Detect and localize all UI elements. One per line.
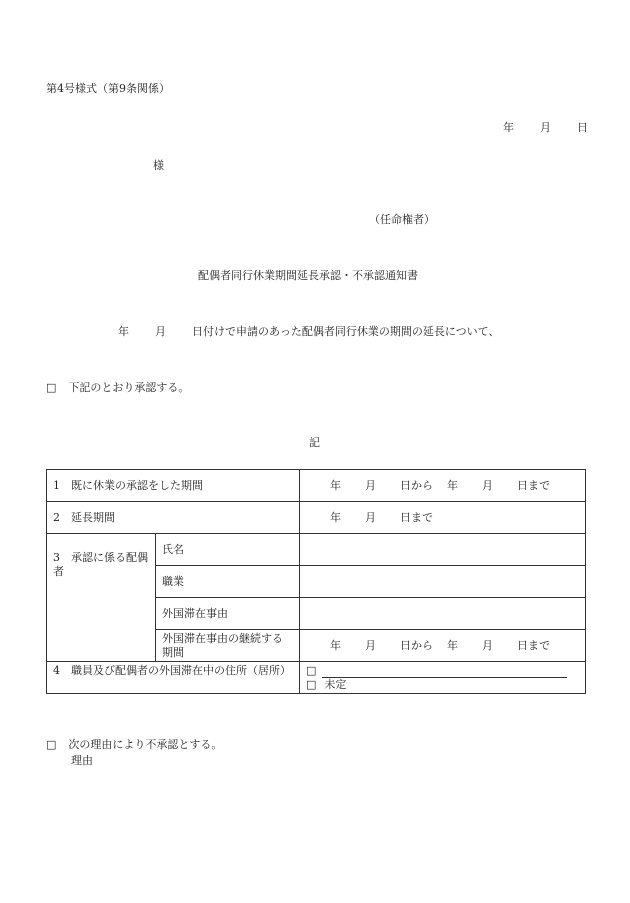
disapprove-label: 次の理由により不承認とする。	[68, 738, 223, 751]
appointer: （任命権者）	[369, 213, 435, 226]
address-option-1[interactable]	[306, 664, 579, 678]
extension-period-value	[300, 502, 586, 534]
spouse-occupation-value[interactable]	[300, 566, 586, 598]
period-day-from: 日から	[400, 478, 433, 492]
document-title: 配偶者同行休業期間延長承認・不承認通知書	[198, 269, 418, 282]
period-month-to: 月	[482, 478, 493, 492]
address-checkbox-1[interactable]: □	[306, 663, 317, 677]
dur-month-from: 月	[365, 638, 376, 652]
period-day-to: 日まで	[517, 478, 550, 492]
address-blank-line[interactable]	[322, 667, 567, 678]
period-month-from: 月	[365, 478, 376, 492]
dur-day-from: 日から	[400, 638, 433, 652]
ki-heading: 記	[309, 436, 320, 449]
spouse-name-value[interactable]	[300, 534, 586, 566]
reason-label: 理由	[71, 754, 93, 767]
dur-year-from: 年	[330, 638, 341, 652]
extension-period-label: 2 延長期間	[47, 502, 300, 534]
approve-checkbox[interactable]: □	[46, 381, 57, 394]
details-table	[46, 469, 586, 694]
already-approved-period	[300, 470, 586, 502]
dur-year-to: 年	[447, 638, 458, 652]
address-option-2[interactable]	[306, 678, 579, 692]
date-line	[503, 119, 588, 135]
date-day: 日	[577, 121, 588, 134]
approve-option[interactable]	[46, 379, 189, 395]
intro-month: 月	[155, 325, 166, 338]
approve-label: 下記のとおり承認する。	[68, 381, 190, 394]
addressee-suffix: 様	[153, 159, 164, 172]
address-options	[300, 662, 586, 694]
intro-text: 日付けで申請のあった配偶者同行休業の期間の延長について、	[192, 325, 500, 338]
address-checkbox-2[interactable]: □	[306, 677, 317, 691]
address-label: 4 職員及び配偶者の外国滞在中の住所（居所）	[47, 662, 300, 694]
foreign-stay-reason-value[interactable]	[300, 598, 586, 630]
reason-duration-period	[300, 630, 586, 662]
date-year: 年	[503, 121, 514, 134]
spouse-occupation-label: 職業	[156, 566, 300, 598]
undecided-label: 未定	[324, 677, 347, 691]
period-year-from: 年	[330, 478, 341, 492]
already-approved-label: 1 既に休業の承認をした期間	[47, 470, 300, 502]
table-row	[47, 534, 586, 566]
disapprove-checkbox[interactable]: □	[46, 738, 57, 751]
reason-duration-label: 外国滞在事由の継続する期間	[156, 630, 300, 662]
ext-year: 年	[330, 510, 341, 524]
ext-day: 日まで	[400, 510, 433, 524]
dur-day-to: 日まで	[517, 638, 550, 652]
spouse-name-label: 氏名	[156, 534, 300, 566]
spouse-label: 3 承認に係る配偶者	[47, 534, 156, 662]
date-month: 月	[540, 121, 551, 134]
table-row	[47, 502, 586, 534]
form-number: 第4号様式（第9条関係）	[46, 82, 170, 95]
period-year-to: 年	[447, 478, 458, 492]
intro-year: 年	[118, 325, 129, 338]
ext-month: 月	[365, 510, 376, 524]
intro-line	[118, 323, 499, 339]
dur-month-to: 月	[482, 638, 493, 652]
table-row	[47, 662, 586, 694]
table-row	[47, 470, 586, 502]
disapprove-option[interactable]	[46, 736, 222, 752]
foreign-stay-reason-label: 外国滞在事由	[156, 598, 300, 630]
